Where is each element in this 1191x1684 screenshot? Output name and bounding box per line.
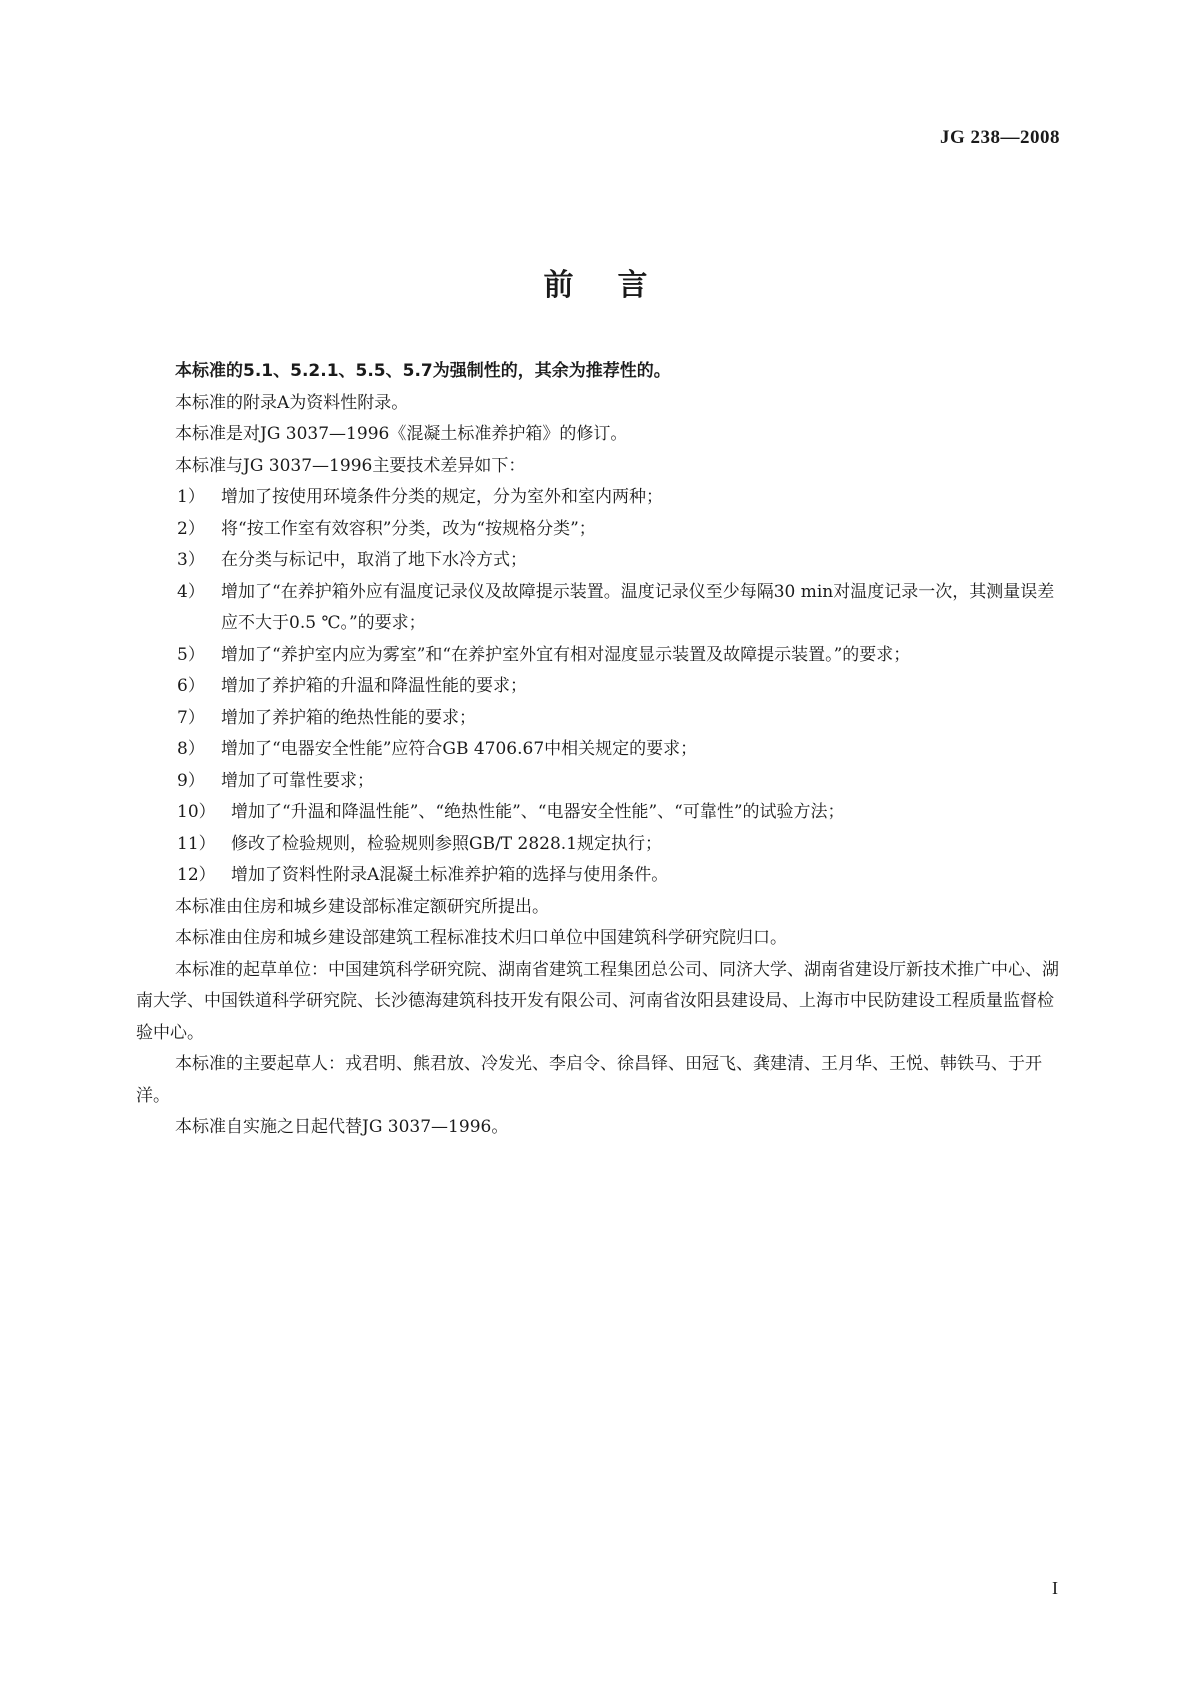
list-item [136,482,1061,514]
list-item [136,860,1061,892]
list-item-number: 7） [177,707,205,728]
foreword-body [136,356,1061,1144]
list-item-number: 9） [177,770,205,791]
paragraph-mandatory-clauses: 本标准的5.1、5.2.1、5.5、5.7为强制性的，其余为推荐性的。 [175,361,671,381]
list-item-number: 1） [177,487,205,507]
list-item-number: 3） [177,550,205,570]
list-item-text: 增加了“电器安全性能”应符合GB 4706.67中相关规定的要求； [221,739,698,759]
list-item [136,734,1061,766]
list-item-text: 增加了“升温和降温性能”、“绝热性能”、“电器安全性能”、“可靠性”的试验方法； [231,802,845,822]
paragraph-replacement: 本标准自实施之日起代替JG 3037—1996。 [175,1117,509,1137]
paragraph-drafters: 本标准的主要起草人：戎君明、熊君放、冷发光、李启令、徐昌铎、田冠飞、龚建清、王月华、王悦、韩铁马、于开洋。 [136,1054,1042,1106]
list-item-text: 增加了“在养护箱外应有温度记录仪及故障提示装置。温度记录仪至少每隔30 min对温度记录一次，其测量误差应不大于0.5 ℃。”的要求； [221,581,1055,633]
paragraph-annex: 本标准的附录A为资料性附录。 [175,392,409,413]
list-item [136,829,1061,861]
paragraph-drafting-organizations: 本标准的起草单位：中国建筑科学研究院、湖南省建筑工程集团总公司、同济大学、湖南省建设厅新技术推广中心、湖南大学、中国铁道科学研究院、长沙德海建筑科技开发有限公司、河南省汝阳县建设局、上海市中民防建设工程质量监督检验中心。 [136,959,1059,1043]
list-item-number: 11） [177,833,216,854]
list-item [136,703,1061,735]
list-item-number: 4） [177,581,205,602]
paragraph-centralized-unit: 本标准由住房和城乡建设部建筑工程标准技术归口单位中国建筑科学研究院归口。 [175,928,787,948]
list-item [136,671,1061,703]
paragraph-differences-intro: 本标准与JG 3037—1996主要技术差异如下： [175,455,526,476]
standard-code: JG 238—2008 [939,127,1060,148]
list-item-text: 修改了检验规则，检验规则参照GB/T 2828.1规定执行； [231,833,663,854]
list-item-text: 将“按工作室有效容积”分类，改为“按规格分类”； [221,518,596,539]
list-item-text: 增加了养护箱的升温和降温性能的要求； [221,676,527,696]
list-item-number: 10） [177,802,216,822]
list-item-number: 2） [177,518,205,539]
list-item-text: 增加了养护箱的绝热性能的要求； [221,707,476,728]
list-item [136,545,1061,577]
list-item-text: 在分类与标记中，取消了地下水冷方式； [221,550,527,570]
list-item [136,640,1061,672]
list-item-text: 增加了“养护室内应为雾室”和“在养护室外宜有相对湿度显示装置及故障提示装置。”的要求； [221,644,911,665]
list-item-text: 增加了按使用环境条件分类的规定，分为室外和室内两种； [221,487,663,507]
list-item [136,766,1061,798]
page-number: I [1052,1578,1058,1598]
list-item-number: 8） [177,739,205,759]
list-item [136,577,1061,640]
paragraph-proposer: 本标准由住房和城乡建设部标准定额研究所提出。 [175,896,549,917]
list-item-text: 增加了资料性附录A混凝土标准养护箱的选择与使用条件。 [231,865,669,885]
list-item [136,797,1061,829]
list-item-text: 增加了可靠性要求； [221,770,374,791]
list-item [136,514,1061,546]
list-item-number: 12） [177,865,216,885]
page-title: 前言 [543,268,692,303]
paragraph-revision: 本标准是对JG 3037—1996《混凝土标准养护箱》的修订。 [175,424,628,444]
list-item-number: 6） [177,676,205,696]
list-item-number: 5） [177,644,205,665]
